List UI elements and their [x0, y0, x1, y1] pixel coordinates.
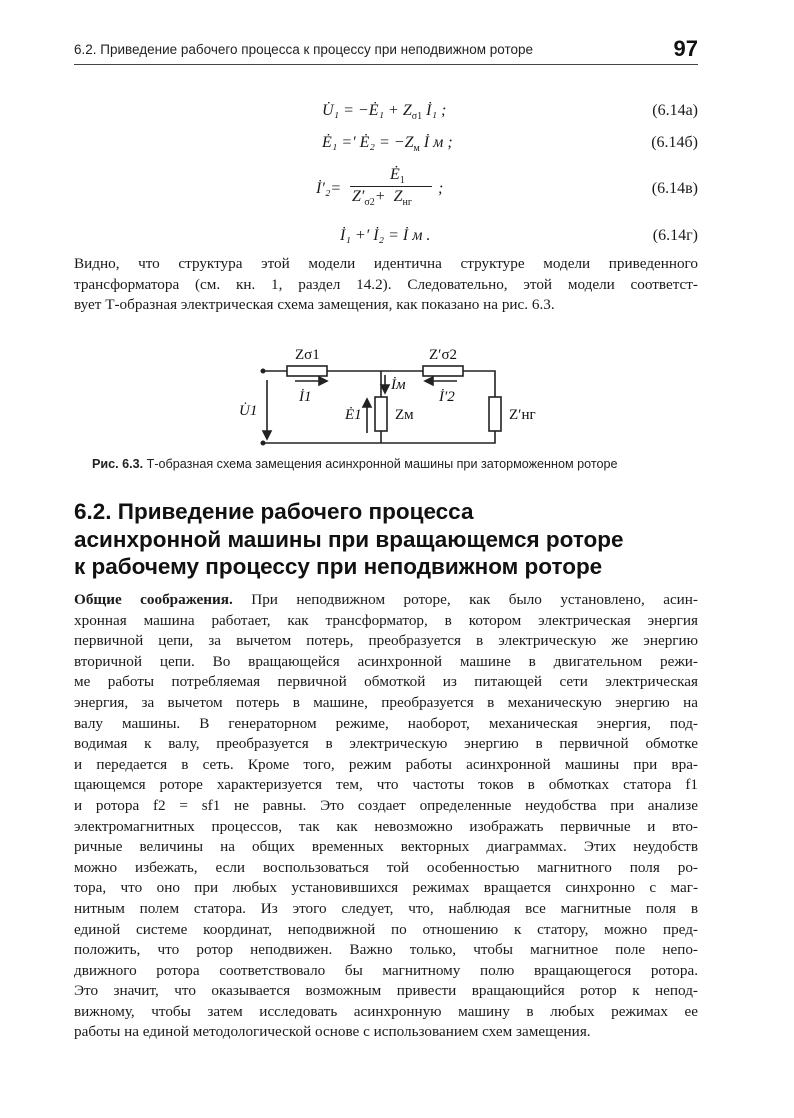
equation-6-14g-body: İ₁ +′ İ₂ = İ м .	[340, 227, 431, 244]
i1-arrow-head	[319, 377, 327, 385]
paragraph-line: и передается в сеть. Кроме того, режим работы асинхронной машины при вра-	[74, 755, 698, 773]
fraction-numerator: $Ė_1$	[390, 166, 405, 187]
paragraph-line: Это значит, что оказывается возможным привести вращающийся ротор к непод-	[74, 982, 698, 1000]
equation-6-14v-left: İ′₂=	[316, 180, 342, 197]
paragraph-line: работы на единой методологической основе с использованием схем замещения.	[74, 1023, 591, 1041]
u1-arrow-head	[263, 431, 271, 439]
label-z-sigma1: Zσ1	[295, 347, 320, 363]
equation-6-14a	[322, 102, 446, 122]
resistor-z-sigma2	[423, 366, 463, 376]
label-i2: İ′2	[439, 389, 455, 405]
equation-number-6-14g: (6.14г)	[652, 227, 698, 244]
figure-caption-label: Рис. 6.3.	[92, 457, 144, 471]
paragraph-line: и ротора f2 = sf1 не равны. Это создает определенные неудобства при анализе	[74, 796, 698, 814]
paragraph-line: валу машины. В генераторном режиме, наоборот, механическая энергия, под-	[74, 714, 698, 732]
intro-line: вует Т-образная электрическая схема замещения, как показано на рис. 6.3.	[74, 296, 555, 314]
paragraph-line: единой системе координат, неподвижной по отношению к статору, можно пред-	[74, 920, 698, 938]
equation-number-6-14a: (6.14а)	[652, 102, 698, 119]
equation-6-14v-right: ;	[438, 180, 444, 197]
paragraph-line: нитным полем статора. Из этого следует, что, наблюдая все магнитные поля в	[74, 899, 698, 917]
terminal-bottom	[261, 441, 266, 446]
wire-bottom	[263, 431, 495, 443]
paragraph-line: энергия, за вычетом потерь в машине, преобразуется в механическую энергию на	[74, 693, 698, 711]
main-paragraph	[74, 590, 698, 1043]
paragraph-lead: Общие соображения.	[74, 591, 233, 608]
paragraph-line: хронная машина работает, как трансформатор, в котором электрическая энергия	[74, 611, 698, 629]
wire-top-right	[463, 371, 495, 397]
resistor-z-ng	[489, 397, 501, 431]
terminal-top	[261, 369, 266, 374]
header-rule	[74, 64, 698, 65]
running-header-title: 6.2. Приведение рабочего процесса к процессу при неподвижном роторе	[74, 42, 534, 57]
paragraph-line: щающемся роторе характеризуется тем, что частоты токов в обмотках статора f1	[74, 776, 698, 794]
paragraph-line: электромагнитных процессов, так как невозможно изображать первичные и вто-	[74, 817, 698, 835]
paragraph-line: тора, что оно при любых установившихся режимах вращается синхронно с маг-	[74, 879, 698, 897]
e1-arrow-head	[363, 399, 371, 407]
section-heading-line: 6.2. Приведение рабочего процесса	[74, 499, 474, 524]
figure-caption-text: Т-образная схема замещения асинхронной машины при заторможенном роторе	[143, 457, 618, 471]
im-arrow-head	[381, 385, 389, 393]
paragraph-line: вижному, чтобы затем исследовать асинхронную машину в любых режимах ее	[74, 1002, 698, 1020]
t-equivalent-circuit-diagram	[225, 335, 555, 450]
figure-caption	[92, 457, 618, 471]
equation-number-6-14b: (6.14б)	[651, 134, 698, 151]
equation-number-6-14v: (6.14в)	[651, 180, 698, 197]
fraction-denominator: $Z'_{\sigma 2}+ Z_{нг}$	[352, 188, 412, 209]
resistor-z-sigma1	[287, 366, 327, 376]
equation-6-14a-right: İ₁ ;	[422, 102, 447, 119]
label-i1: İ1	[299, 389, 312, 405]
paragraph-line: первичной цепи, за вычетом потерь, преобразуется в электрическую же энергию	[74, 632, 698, 650]
paragraph-line: вторичной цепи. Во вращающейся асинхронной машине в двигательном режи-	[74, 652, 698, 670]
label-z-m: Zм	[395, 407, 414, 423]
paragraph-line: ричные величины на общих временных векторных диаграммах. Этих неудобств	[74, 838, 698, 856]
running-header	[74, 36, 698, 66]
equation-6-14b	[322, 134, 453, 154]
fraction-bar	[350, 186, 432, 187]
equation-6-14b-sub: м	[413, 143, 420, 155]
paragraph-line: положить, что ротор неподвижен. Важно только, чтобы магнитное поле непо-	[74, 941, 698, 959]
paragraph-line-text: При неподвижном роторе, как было установлено, асин-	[232, 591, 698, 608]
equation-6-14a-sub: σ1	[411, 111, 423, 123]
intro-line: трансформатора (см. кн. 1, раздел 14.2). Следовательно, этой модели соответст-	[74, 275, 698, 293]
label-u1: U̇1	[239, 403, 258, 419]
paragraph-line: водимая к валу, преобразуется в электрическую энергию в первичной обмотке	[74, 735, 698, 753]
paragraph-line: ме работы потребляемая первичной обмоткой из питающей сети электрическая	[74, 673, 698, 691]
equation-6-14g	[340, 227, 430, 245]
paragraph-line	[74, 590, 698, 611]
equation-6-14a-left: U̇₁ = −Ė₁ + Z	[322, 102, 412, 119]
section-heading	[74, 498, 714, 581]
equation-6-14b-left: Ė₁ =′ Ė₂ = −Z	[322, 134, 414, 151]
section-heading-line: асинхронной машины при вращающемся роторе	[74, 526, 624, 552]
intro-paragraph	[74, 254, 698, 316]
label-e1: Ė1	[345, 407, 362, 423]
paragraph-line: можно избежать, если воспользоваться той особенностью магнитного поля ро-	[74, 858, 698, 876]
equation-6-14b-right: İ м ;	[419, 134, 453, 151]
label-z-ng: Z′нг	[509, 407, 536, 423]
page-number: 97	[673, 36, 698, 61]
section-heading-line: к рабочему процессу при неподвижном роторе	[74, 554, 603, 579]
resistor-z-m	[375, 397, 387, 431]
equation-6-14v	[316, 166, 476, 216]
i2-arrow-head	[425, 377, 433, 385]
paragraph-line: движного ротора соответствовало бы магнитному полю вращающегося ротора.	[74, 961, 698, 979]
intro-line: Видно, что структура этой модели идентична структуре модели приведенного	[74, 255, 698, 272]
label-z-sigma2: Z′σ2	[429, 347, 458, 363]
label-im: İм	[391, 377, 406, 393]
